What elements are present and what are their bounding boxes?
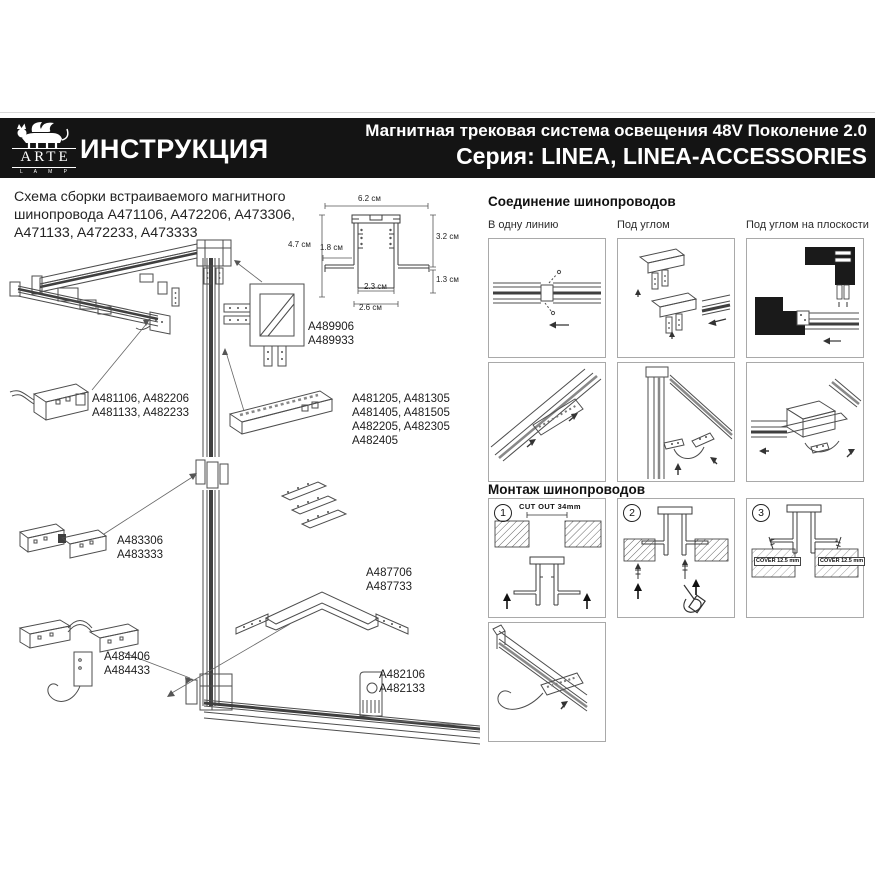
dim-upper-height: 3.2 см xyxy=(436,232,459,241)
part-number: A481106, A482206 xyxy=(92,393,189,405)
part-number: A481133, A482233 xyxy=(92,407,189,419)
cut-out-annotation: CUT OUT 34mm xyxy=(519,502,581,511)
part-number: A482133 xyxy=(379,683,426,695)
column-header-angle: Под углом xyxy=(617,219,670,231)
step-number-3: 3 xyxy=(752,504,770,522)
part-number: A487706 xyxy=(366,567,413,579)
logo-brand-text: ARTE xyxy=(12,148,76,168)
panel-join-angle xyxy=(617,238,735,358)
part-label-flexible-connector xyxy=(104,650,150,678)
panel-mount-step3 xyxy=(746,498,864,618)
step-number-1: 1 xyxy=(494,504,512,522)
product-series-line: Серия: LINEA, LINEA-ACCESSORIES xyxy=(456,143,867,169)
part-number: A489906 xyxy=(308,321,355,333)
winged-lion-icon xyxy=(12,120,72,150)
part-number: A484433 xyxy=(104,665,151,677)
top-rule xyxy=(0,112,875,113)
join-section-title: Соединение шинопроводов xyxy=(488,194,676,209)
power-feed-install-illustration xyxy=(489,623,605,741)
part-label-end-cap xyxy=(379,668,425,696)
part-number: A489933 xyxy=(308,335,355,347)
dim-total-height: 4.7 см xyxy=(288,240,311,249)
join-angle-mounted-illustration xyxy=(618,363,734,481)
part-number: A487733 xyxy=(366,581,413,593)
part-number: A483306 xyxy=(117,535,164,547)
part-number: A482205, A482305 xyxy=(352,421,450,433)
cover-annotation-right: COVER 12.5 mm xyxy=(820,558,864,564)
column-header-angle-plane: Под углом на плоскости xyxy=(746,219,869,231)
dim-inner-width: 2.3 см xyxy=(364,282,387,291)
panel-join-angle-mounted xyxy=(617,362,735,482)
dim-lower-height: 1.3 см xyxy=(436,275,459,284)
panel-mount-step2 xyxy=(617,498,735,618)
dim-bottom-width: 2.6 см xyxy=(359,303,382,312)
part-number: A483333 xyxy=(117,549,164,561)
part-number: A484406 xyxy=(104,651,151,663)
panel-join-inline xyxy=(488,238,606,358)
part-label-straight-connector xyxy=(117,534,163,562)
header-product-info xyxy=(365,121,867,170)
part-number: A482106 xyxy=(379,669,426,681)
join-inline-illustration xyxy=(489,239,605,357)
panel-join-inline-mounted xyxy=(488,362,606,482)
dim-flange-offset: 1.8 см xyxy=(320,243,343,252)
column-header-inline: В одну линию xyxy=(488,219,559,231)
header-bar xyxy=(0,118,875,178)
join-angle-illustration xyxy=(618,239,734,357)
part-number: A481405, A481505 xyxy=(352,407,450,419)
product-system-line: Магнитная трековая система освещения 48V Поколение 2.0 xyxy=(365,121,867,140)
panel-power-feed-install xyxy=(488,622,606,742)
join-inline-mounted-illustration xyxy=(489,363,605,481)
part-label-corner-connector-flat xyxy=(366,566,412,594)
arte-lamp-logo xyxy=(12,120,76,176)
doc-title: ИНСТРУКЦИЯ xyxy=(80,134,269,164)
cover-annotation-left: COVER 12.5 mm xyxy=(756,558,800,564)
part-number: A482405 xyxy=(352,435,399,447)
logo-sub-text: L A M P xyxy=(19,169,73,175)
panel-mount-step1 xyxy=(488,498,606,618)
join-angle-plane-illustration xyxy=(747,239,863,357)
mount-section-title: Монтаж шинопроводов xyxy=(488,482,645,497)
panel-join-angle-plane-mounted xyxy=(746,362,864,482)
part-number: A481205, A481305 xyxy=(352,393,450,405)
panel-join-angle-plane xyxy=(746,238,864,358)
part-label-power-feed xyxy=(92,392,189,420)
part-label-corner-connector-vertical xyxy=(308,320,354,348)
assembly-intro-text: Схема сборки встраиваемого магнитного шинопровода A471106, A472206, A473306, A471133, A472233, A473333 xyxy=(14,189,296,241)
join-angle-plane-mounted-illustration xyxy=(747,363,863,481)
dim-top-width: 6.2 см xyxy=(358,194,381,203)
part-label-track-section xyxy=(352,392,450,448)
step-number-2: 2 xyxy=(623,504,641,522)
